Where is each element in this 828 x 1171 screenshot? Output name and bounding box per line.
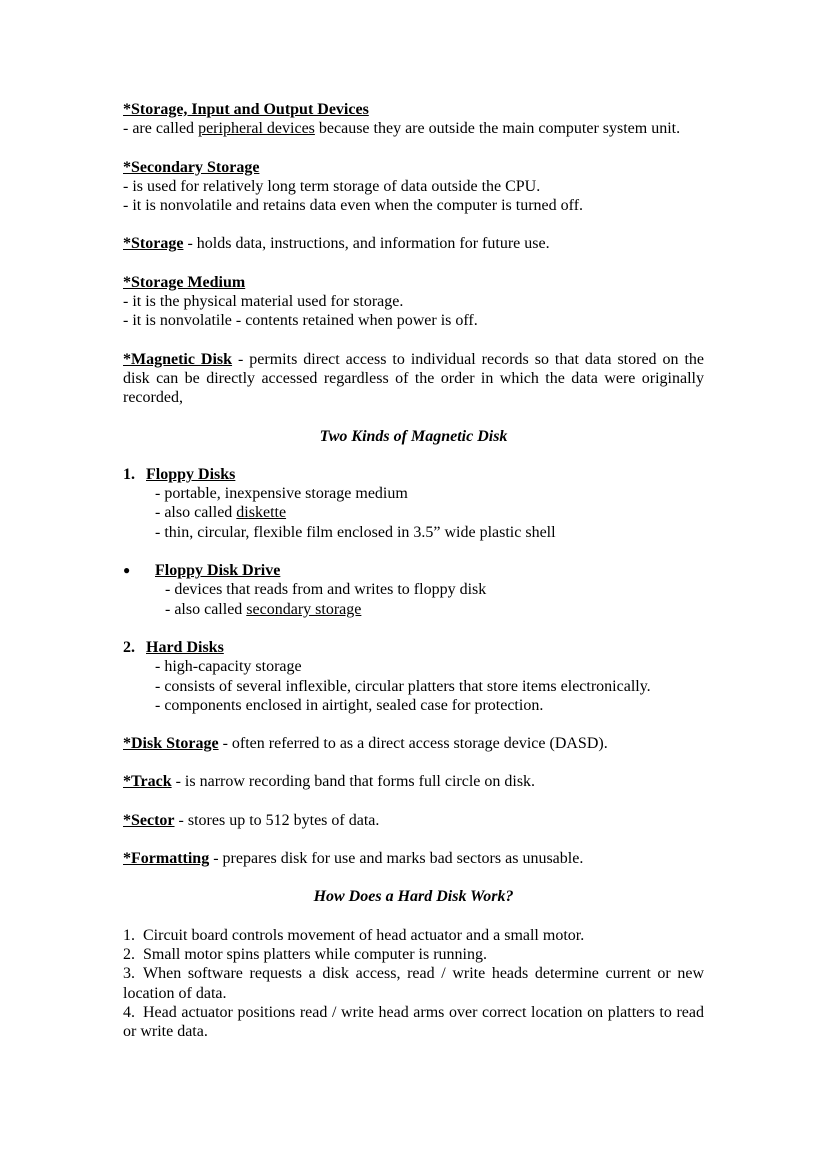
list-item-head bbox=[123, 638, 704, 657]
text-run: When software requests a disk access, read / write heads determine current or new location of data. bbox=[123, 965, 704, 1002]
text-run: Small motor spins platters while computer is running. bbox=[143, 945, 487, 963]
section-track bbox=[123, 772, 704, 791]
hdw-item-3 bbox=[123, 964, 704, 1003]
line-storage-medium-1: - it is the physical material used for storage. bbox=[123, 293, 404, 311]
section-magnetic-disk bbox=[123, 350, 704, 408]
line-hard-3: - components enclosed in airtight, sealed case for protection. bbox=[155, 696, 544, 714]
line-hard-1: - high-capacity storage bbox=[155, 658, 302, 676]
text-run: - holds data, instructions, and information for future use. bbox=[183, 235, 550, 253]
list-number: 3. bbox=[123, 965, 135, 983]
list-item-floppy-disks bbox=[123, 465, 704, 542]
term-formatting: *Formatting bbox=[123, 850, 210, 868]
line-floppy-3: - thin, circular, flexible film enclosed in 3.5” wide plastic shell bbox=[155, 523, 556, 541]
line-secondary-storage-2: - it is nonvolatile and retains data even when the computer is turned off. bbox=[123, 197, 584, 215]
list-item-head bbox=[123, 561, 704, 580]
text-run: - permits direct access to individual records so that data stored on the disk can be directly accessed regardless of the order in which the data were originally recorded, bbox=[123, 350, 704, 407]
hdw-item-4 bbox=[123, 1003, 704, 1042]
paragraph-track bbox=[123, 772, 704, 791]
line-fdd-1: - devices that reads from and writes to floppy disk bbox=[165, 581, 487, 599]
text-run: - also called bbox=[155, 504, 237, 522]
term-disk-storage: *Disk Storage bbox=[123, 735, 219, 753]
term-storage: *Storage bbox=[123, 235, 184, 253]
list-number: 2. bbox=[123, 638, 135, 656]
section-formatting bbox=[123, 849, 704, 868]
centered-title-hard-disk-work: How Does a Hard Disk Work? bbox=[313, 888, 514, 906]
list-item-head bbox=[123, 465, 704, 484]
list-number: 1. bbox=[123, 465, 135, 483]
section-secondary-storage bbox=[123, 158, 704, 216]
text-run: - also called bbox=[165, 600, 247, 618]
paragraph-sector bbox=[123, 811, 704, 830]
heading-floppy-disk-drive: Floppy Disk Drive bbox=[155, 562, 281, 580]
heading-storage-medium: *Storage Medium bbox=[123, 273, 246, 291]
line-storage-medium-2: - it is nonvolatile - contents retained when power is off. bbox=[123, 312, 478, 330]
sublist-floppy-disks bbox=[123, 484, 704, 542]
section-sector bbox=[123, 811, 704, 830]
underlined-term-secondary-storage: secondary storage bbox=[246, 600, 362, 618]
bullet-icon: ● bbox=[123, 563, 131, 578]
text-run: because they are outside the main computer system unit. bbox=[314, 120, 681, 138]
sublist-hard-disks bbox=[123, 657, 704, 715]
line-fdd-2 bbox=[165, 600, 704, 619]
heading-storage-io-devices: *Storage, Input and Output Devices bbox=[123, 101, 369, 118]
heading-secondary-storage: *Secondary Storage bbox=[123, 158, 260, 176]
section-storage bbox=[123, 234, 704, 253]
hdw-item-1 bbox=[123, 926, 704, 945]
paragraph-storage bbox=[123, 234, 704, 253]
paragraph-peripheral-devices bbox=[123, 119, 704, 138]
text-run: Circuit board controls movement of head actuator and a small motor. bbox=[143, 926, 585, 944]
line-floppy-2 bbox=[155, 503, 704, 522]
term-magnetic-disk: *Magnetic Disk bbox=[123, 350, 233, 368]
paragraph-magnetic-disk bbox=[123, 350, 704, 408]
line-hard-2: - consists of several inflexible, circular platters that store items electronically. bbox=[155, 677, 651, 695]
underlined-term-diskette: diskette bbox=[236, 504, 287, 522]
text-run: - stores up to 512 bytes of data. bbox=[174, 811, 380, 829]
hdw-item-2 bbox=[123, 945, 704, 964]
list-hard-disk-work bbox=[123, 926, 704, 1042]
centered-title-two-kinds: Two Kinds of Magnetic Disk bbox=[319, 427, 508, 445]
text-run: - prepares disk for use and marks bad sectors as unusable. bbox=[209, 850, 584, 868]
section-storage-io-devices bbox=[123, 100, 704, 139]
paragraph-formatting bbox=[123, 849, 704, 868]
text-run: - are called bbox=[123, 120, 199, 138]
list-number: 4. bbox=[123, 1003, 135, 1021]
term-track: *Track bbox=[123, 773, 172, 791]
underlined-term-peripheral-devices: peripheral devices bbox=[198, 120, 315, 138]
text-run: Head actuator positions read / write head arms over correct location on platters to read or write data. bbox=[123, 1003, 704, 1041]
heading-hard-disks: Hard Disks bbox=[146, 638, 224, 656]
list-item-hard-disks bbox=[123, 638, 704, 715]
line-floppy-1: - portable, inexpensive storage medium bbox=[155, 485, 408, 503]
text-run: - is narrow recording band that forms full circle on disk. bbox=[171, 773, 536, 791]
list-number: 2. bbox=[123, 945, 135, 963]
section-storage-medium bbox=[123, 273, 704, 331]
paragraph-disk-storage bbox=[123, 734, 704, 753]
list-item-floppy-disk-drive bbox=[123, 561, 704, 619]
sublist-floppy-disk-drive bbox=[123, 580, 704, 619]
list-number: 1. bbox=[123, 926, 135, 944]
line-secondary-storage-1: - is used for relatively long term storage of data outside the CPU. bbox=[123, 177, 541, 195]
term-sector: *Sector bbox=[123, 811, 175, 829]
text-run: - often referred to as a direct access storage device (DASD). bbox=[218, 735, 608, 753]
section-disk-storage bbox=[123, 734, 704, 753]
heading-floppy-disks: Floppy Disks bbox=[146, 465, 236, 483]
